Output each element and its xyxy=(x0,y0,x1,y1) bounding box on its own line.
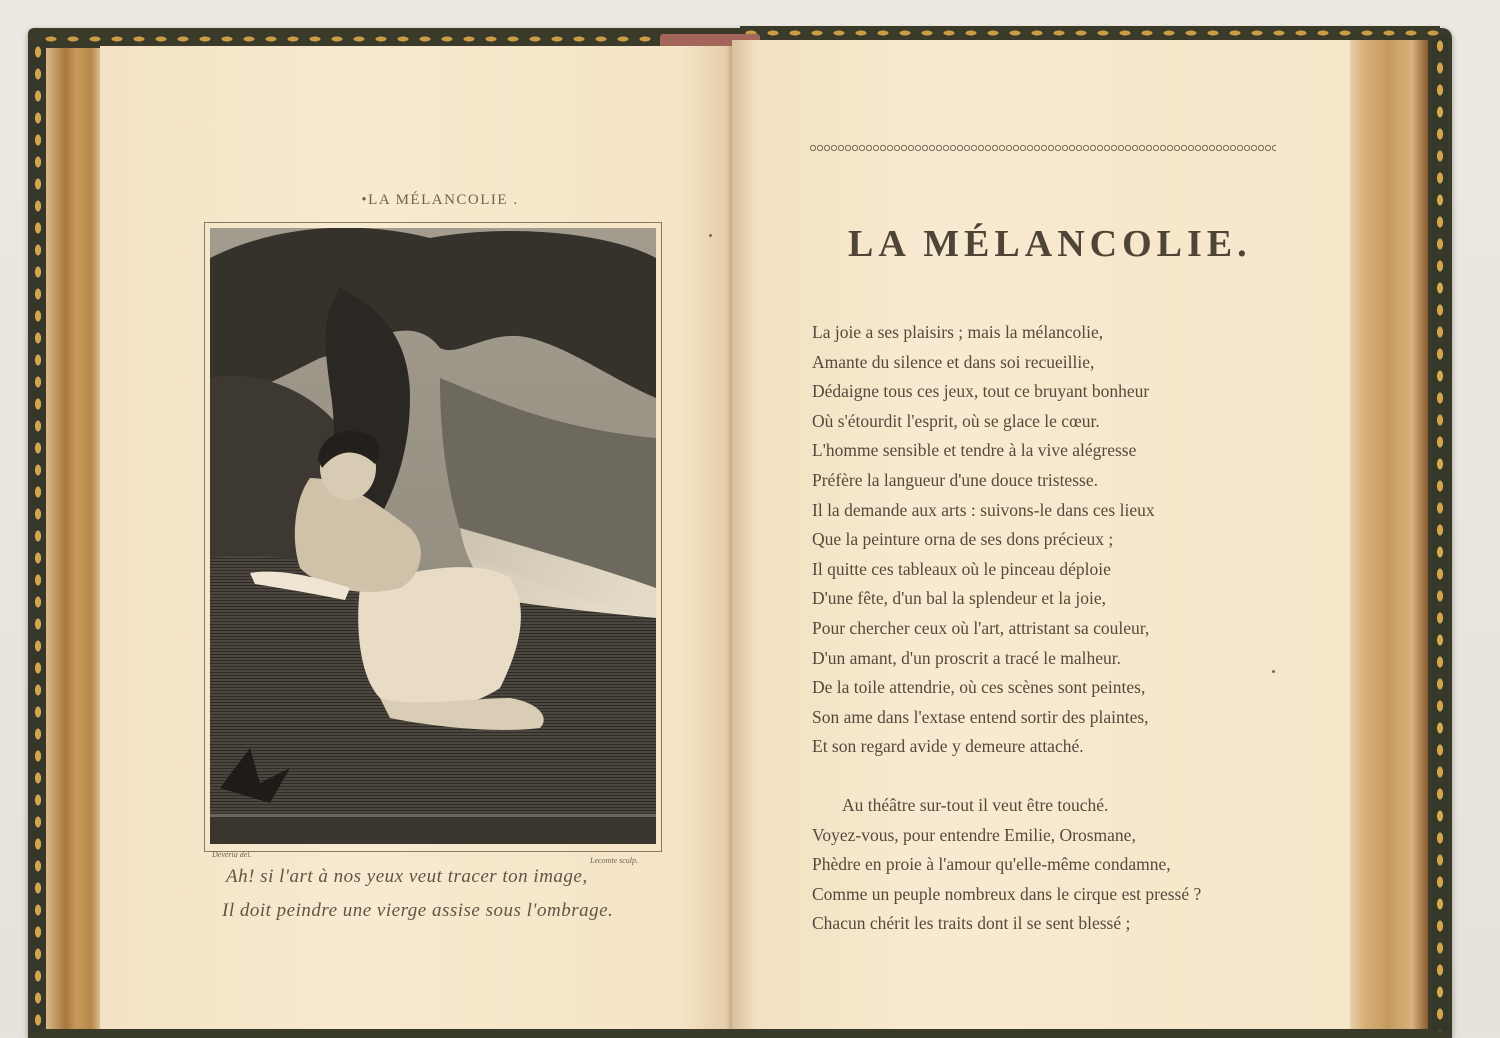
poem-line: Au théâtre sur-tout il veut être touché. xyxy=(842,794,1109,815)
gilt-border-top-left xyxy=(40,32,670,46)
caption-line: Ah! si l'art à nos yeux veut tracer ton image, xyxy=(226,866,588,887)
poem-line: Où s'étourdit l'esprit, où se glace le cœur. xyxy=(812,410,1100,431)
caption-line: Il doit peindre une vierge assise sous l'ombrage. xyxy=(222,900,614,921)
gilt-border-top-right xyxy=(740,26,1440,40)
poem-line: Son ame dans l'extase entend sortir des plaintes, xyxy=(812,706,1149,727)
engraving-illustration xyxy=(210,228,656,844)
poem-text xyxy=(812,318,1292,939)
page-block-right xyxy=(1348,40,1428,1029)
poem-line: D'un amant, d'un proscrit a tracé le malheur. xyxy=(812,647,1122,668)
ornamental-rule xyxy=(810,142,1276,152)
gilt-border-right xyxy=(1432,36,1448,1031)
poem-line: Voyez-vous, pour entendre Emilie, Orosmane, xyxy=(812,824,1136,845)
poem-line: Que la peinture orna de ses dons précieux ; xyxy=(812,529,1114,550)
poem-line: Il la demande aux arts : suivons-le dans ces lieux xyxy=(812,499,1155,520)
poem-line: L'homme sensible et tendre à la vive alégresse xyxy=(812,440,1137,461)
poem-line: Préfère la langueur d'une douce tristesse. xyxy=(812,469,1098,490)
page-block-left xyxy=(46,48,102,1029)
poem-line: D'une fête, d'un bal la splendeur et la joie, xyxy=(812,588,1106,609)
plate-title: •LA MÉLANCOLIE . xyxy=(361,192,519,208)
poem-line: Il quitte ces tableaux où le pinceau déploie xyxy=(812,558,1111,579)
poem-line: Amante du silence et dans soi recueillie, xyxy=(812,351,1095,372)
poem-line: Pour chercher ceux où l'art, attristant sa couleur, xyxy=(812,617,1150,638)
engraver-credit: Lecomte sculp. xyxy=(590,856,638,865)
poem-line: Phèdre en proie à l'amour qu'elle-même condamne, xyxy=(812,854,1171,875)
paper-speck xyxy=(709,234,712,237)
poem-line: Chacun chérit les traits dont il se sent blessé ; xyxy=(812,913,1131,934)
artist-credit: Devéria del. xyxy=(212,850,252,859)
paper-speck xyxy=(1272,670,1275,673)
gilt-border-left xyxy=(30,42,46,1032)
poem-line: De la toile attendrie, où ces scènes sont peintes, xyxy=(812,677,1146,698)
poem-line: La joie a ses plaisirs ; mais la mélancolie, xyxy=(812,322,1104,342)
poem-line: Comme un peuple nombreux dans le cirque est pressé ? xyxy=(812,883,1202,904)
poem-title: LA MÉLANCOLIE. xyxy=(848,223,1252,265)
poem-line: Dédaigne tous ces jeux, tout ce bruyant bonheur xyxy=(812,381,1150,402)
poem-line: Et son regard avide y demeure attaché. xyxy=(812,736,1084,757)
